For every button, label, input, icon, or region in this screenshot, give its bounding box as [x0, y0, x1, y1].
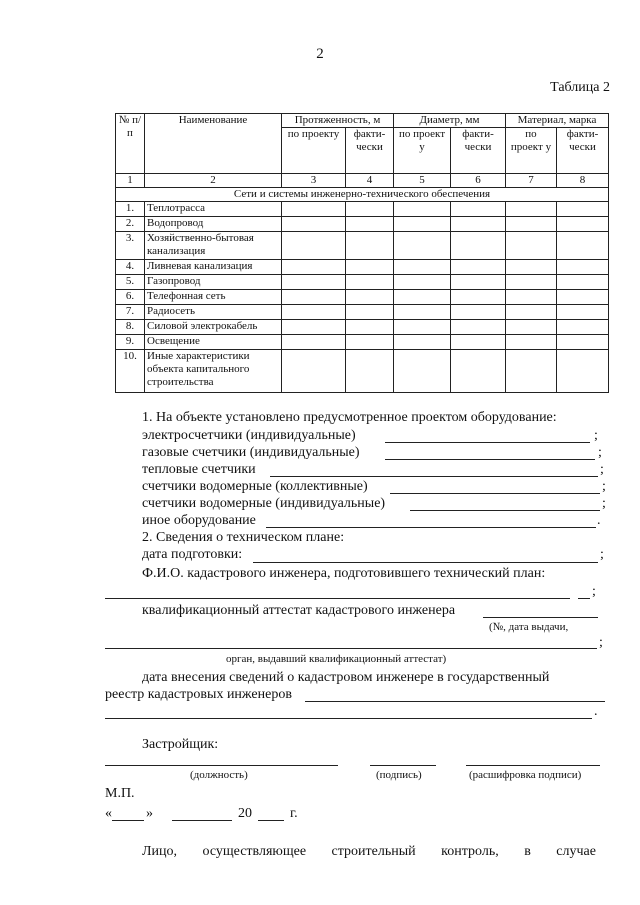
section-title: Сети и системы инженерно-технического обеспечения — [116, 188, 609, 202]
equipment-fill-line[interactable] — [385, 442, 590, 443]
sub-diameter-project: по проект у — [394, 128, 451, 174]
engineer-name-field[interactable] — [105, 598, 570, 599]
col-number: 7 — [506, 174, 557, 188]
table-row: 7. Радиосеть — [116, 305, 609, 320]
page-number: 2 — [316, 46, 324, 62]
decode-hint: (расшифровка подписи) — [469, 769, 582, 781]
developer-label: Застройщик: — [142, 737, 219, 752]
engineering-networks-table — [115, 113, 609, 393]
signature-field[interactable] — [370, 765, 436, 766]
equipment-label: счетчики водомерные (коллективные) — [142, 479, 368, 494]
header-name: Наименование — [145, 114, 282, 174]
equipment-fill-line[interactable] — [266, 527, 596, 528]
header-no: № п/п — [116, 114, 145, 174]
header-length: Протяженность, м — [282, 114, 394, 128]
equipment-heading: 1. На объекте установлено предусмотренное проектом оборудование: — [142, 410, 557, 425]
issuer-field[interactable] — [105, 648, 597, 649]
table-row: 6. Телефонная сеть — [116, 290, 609, 305]
issuer-hint: орган, выдавший квалификационный аттестат) — [226, 653, 447, 665]
table-caption: Таблица 2 — [550, 80, 610, 95]
registry-text: дата внесения сведений о кадастровом инженере в государственный — [142, 670, 550, 685]
equipment-label: электросчетчики (индивидуальные) — [142, 428, 356, 443]
table-row: 4. Ливневая канализация — [116, 260, 609, 275]
cert-label: квалификационный аттестат кадастрового инженера — [142, 603, 456, 618]
sub-length-project: по проекту — [282, 128, 346, 174]
position-hint: (должность) — [190, 769, 248, 781]
prep-date-label: дата подготовки: — [142, 547, 243, 562]
date-month-field[interactable] — [172, 820, 232, 821]
col-number: 1 — [116, 174, 145, 188]
header-material: Материал, марка — [506, 114, 609, 128]
header-diameter: Диаметр, мм — [394, 114, 506, 128]
col-number: 5 — [394, 174, 451, 188]
sub-diameter-actual: факти-чески — [451, 128, 506, 174]
table-row: 1. Теплотрасса — [116, 202, 609, 217]
registry-field-2[interactable] — [105, 718, 592, 719]
cert-field[interactable] — [483, 617, 598, 618]
equipment-fill-line[interactable] — [390, 493, 600, 494]
date-year-field[interactable] — [258, 820, 284, 821]
col-number: 3 — [282, 174, 346, 188]
equipment-label: газовые счетчики (индивидуальные) — [142, 445, 360, 460]
registry-text: реестр кадастровых инженеров — [105, 687, 292, 702]
equipment-label: иное оборудование — [142, 513, 256, 528]
signature-decode-field[interactable] — [466, 765, 600, 766]
col-number: 8 — [557, 174, 609, 188]
col-number: 4 — [346, 174, 394, 188]
registry-field[interactable] — [305, 701, 605, 702]
position-field[interactable] — [105, 765, 338, 766]
table-row: 2. Водопровод — [116, 217, 609, 232]
equipment-fill-line[interactable] — [410, 510, 600, 511]
col-number: 2 — [145, 174, 282, 188]
table-row: 3. Хозяйственно-бытовая канализация — [116, 232, 609, 260]
col-number: 6 — [451, 174, 506, 188]
engineer-label: Ф.И.О. кадастрового инженера, подготовившего технический план: — [142, 566, 546, 581]
equipment-label: счетчики водомерные (индивидуальные) — [142, 496, 386, 511]
equipment-fill-line[interactable] — [270, 476, 598, 477]
table-row: 9. Освещение — [116, 335, 609, 350]
table-row: 8. Силовой электрокабель — [116, 320, 609, 335]
equipment-fill-line[interactable] — [385, 459, 595, 460]
sub-length-actual: факти-чески — [346, 128, 394, 174]
cert-hint: (№, дата выдачи, — [489, 621, 569, 633]
sub-material-actual: факти-чески — [557, 128, 609, 174]
tech-plan-heading: 2. Сведения о техническом плане: — [142, 530, 345, 545]
table-row: 10. Иные характеристики объекта капитального строительства — [116, 350, 609, 393]
stamp-label: М.П. — [105, 786, 135, 801]
sign-hint: (подпись) — [376, 769, 422, 781]
footer-text: Лицо, осуществляющее строительный контроль, в случае — [142, 844, 596, 859]
table-row: 5. Газопровод — [116, 275, 609, 290]
sub-material-project: по проект у — [506, 128, 557, 174]
prep-date-field[interactable] — [253, 562, 598, 563]
equipment-label: тепловые счетчики — [142, 462, 256, 477]
date-day-field[interactable] — [112, 820, 144, 821]
